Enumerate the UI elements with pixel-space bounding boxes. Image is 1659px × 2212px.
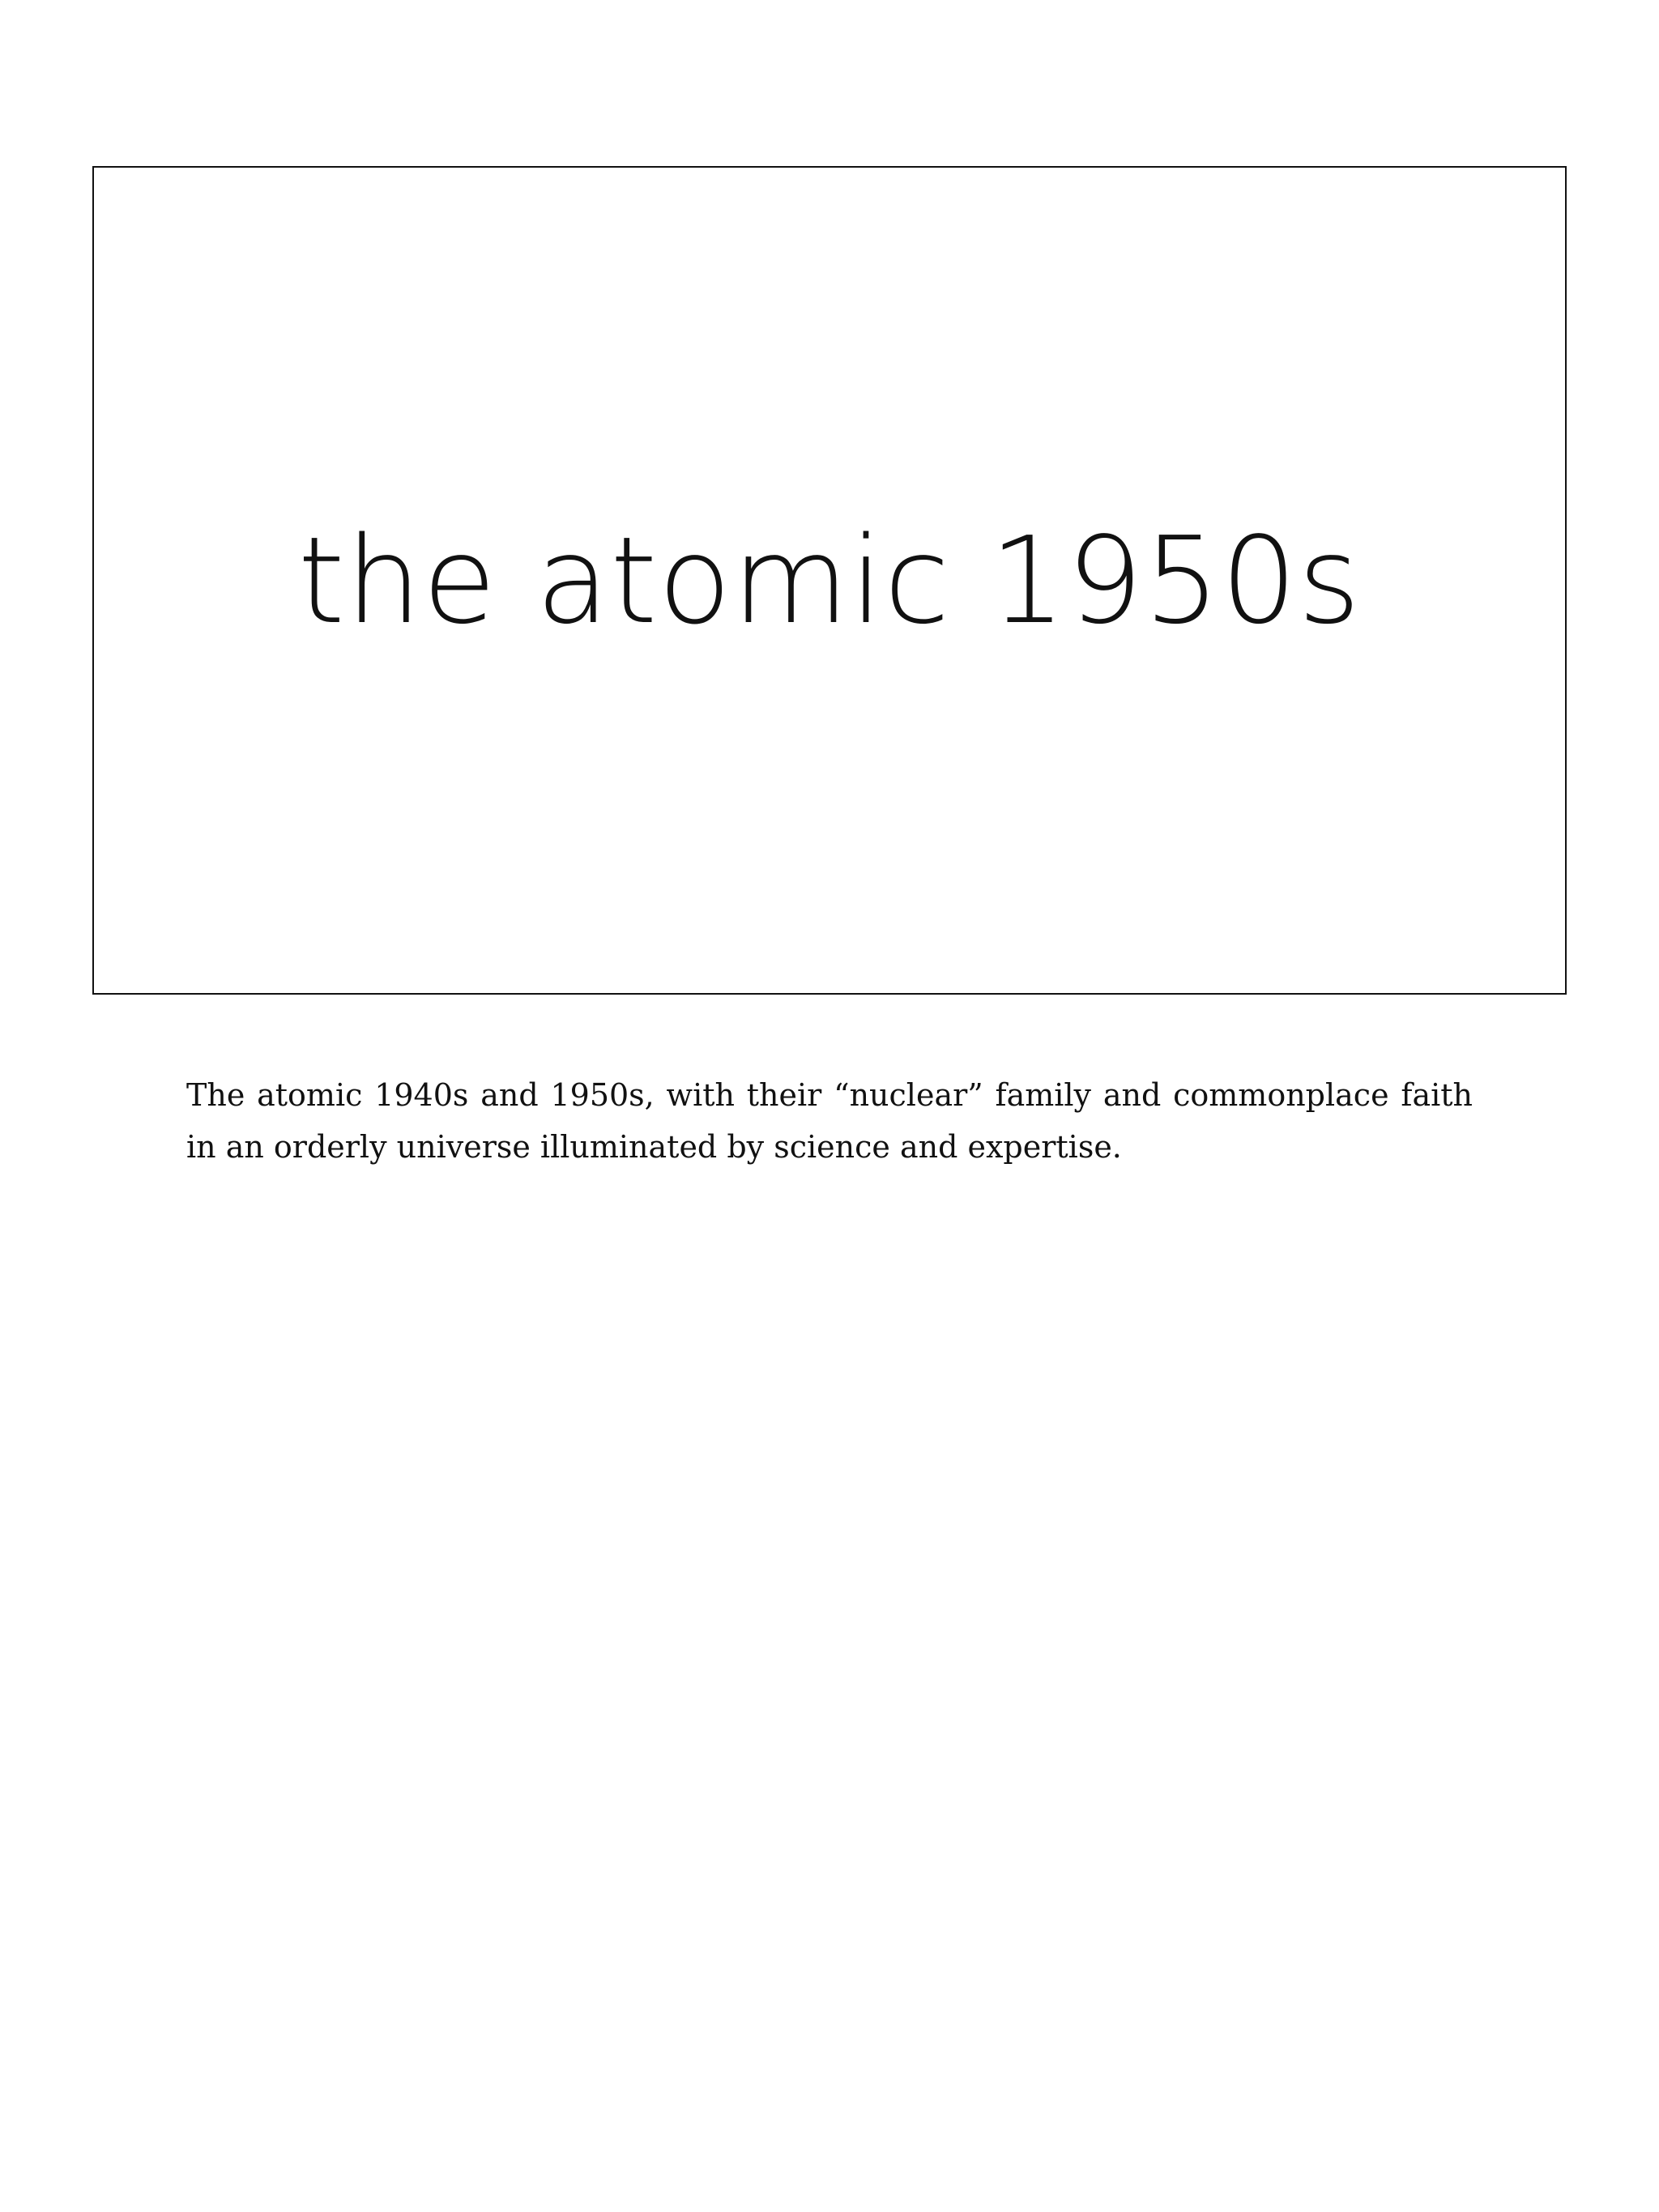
slide-frame	[92, 166, 1567, 995]
speaker-notes: The atomic 1940s and 1950s, with their “nuclear” family and commonplace faith in an orderly universe illuminated by science and expertise.	[186, 1077, 1473, 1165]
slide-title: the atomic 1950s	[297, 510, 1362, 650]
